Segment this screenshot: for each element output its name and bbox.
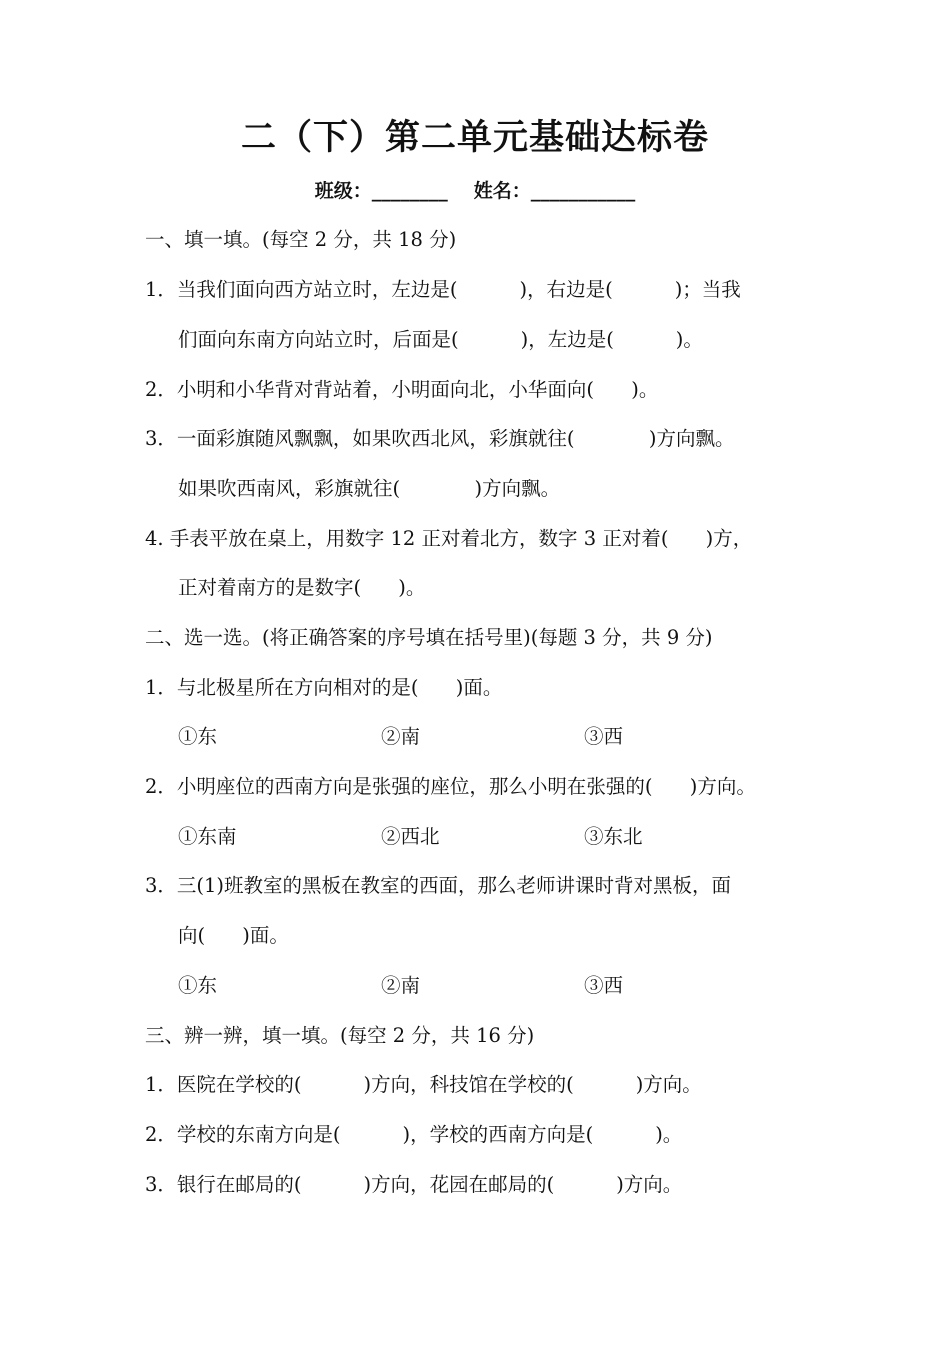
s2-question2: 2．小明座位的西南方向是张强的座位，那么小明在张强的( )方向。: [145, 775, 756, 798]
s2-q1-option-1: ①东: [178, 725, 218, 748]
s2-q2-option-1: ①东南: [178, 825, 237, 848]
section2-heading: 二、选一选。(将正确答案的序号填在括号里)(每题 3 分，共 9 分): [145, 626, 713, 649]
s2-q2-option-2: ②西北: [381, 825, 440, 848]
s2-q3-option-2: ②南: [381, 974, 421, 997]
s2-q3-option-1: ①东: [178, 974, 218, 997]
s2-q2-option-3: ③东北: [584, 825, 643, 848]
s2-q3-option-3: ③西: [584, 974, 624, 997]
s1-question2: 2．小明和小华背对背站着，小明面向北，小华面向( )。: [145, 378, 659, 401]
s3-question2: 2．学校的东南方向是( )，学校的西南方向是( )。: [145, 1123, 683, 1146]
s2-question3-line1: 3．三(1)班教室的黑板在教室的西面，那么老师讲课时背对黑板，面: [145, 874, 732, 897]
s2-question1: 1．与北极星所在方向相对的是( )面。: [145, 676, 503, 699]
s1-question3-line2: 如果吹西南风，彩旗就往( )方向飘。: [178, 477, 561, 500]
s1-question1-line2: 们面向东南方向站立时，后面是( )，左边是( )。: [178, 328, 703, 351]
page-title: 二（下）第二单元基础达标卷: [240, 118, 709, 158]
s2-q1-option-3: ③西: [584, 725, 624, 748]
s2-question3-line2: 向( )面。: [178, 924, 289, 947]
s3-question1: 1．医院在学校的( )方向，科技馆在学校的( )方向。: [145, 1073, 702, 1096]
section1-heading: 一、填一填。(每空 2 分，共 18 分): [145, 228, 457, 251]
s2-q1-option-2: ②南: [381, 725, 421, 748]
s1-question4-line1: 4. 手表平放在桌上，用数字 12 正对着北方，数字 3 正对着( )方，: [145, 527, 753, 550]
class-field: 班级：________: [314, 180, 448, 202]
student-info: [0, 172, 950, 210]
s1-question4-line2: 正对着南方的是数字( )。: [178, 576, 426, 599]
s3-question3: 3．银行在邮局的( )方向，花园在邮局的( )方向。: [145, 1173, 683, 1196]
s1-question3-line1: 3．一面彩旗随风飘飘，如果吹西北风，彩旗就往( )方向飘。: [145, 427, 735, 450]
section3-heading: 三、辨一辨，填一填。(每空 2 分，共 16 分): [145, 1024, 535, 1047]
name-field: 姓名：___________: [473, 180, 636, 202]
s1-question1-line1: 1．当我们面向西方站立时，左边是( )，右边是( )；当我: [145, 278, 741, 301]
